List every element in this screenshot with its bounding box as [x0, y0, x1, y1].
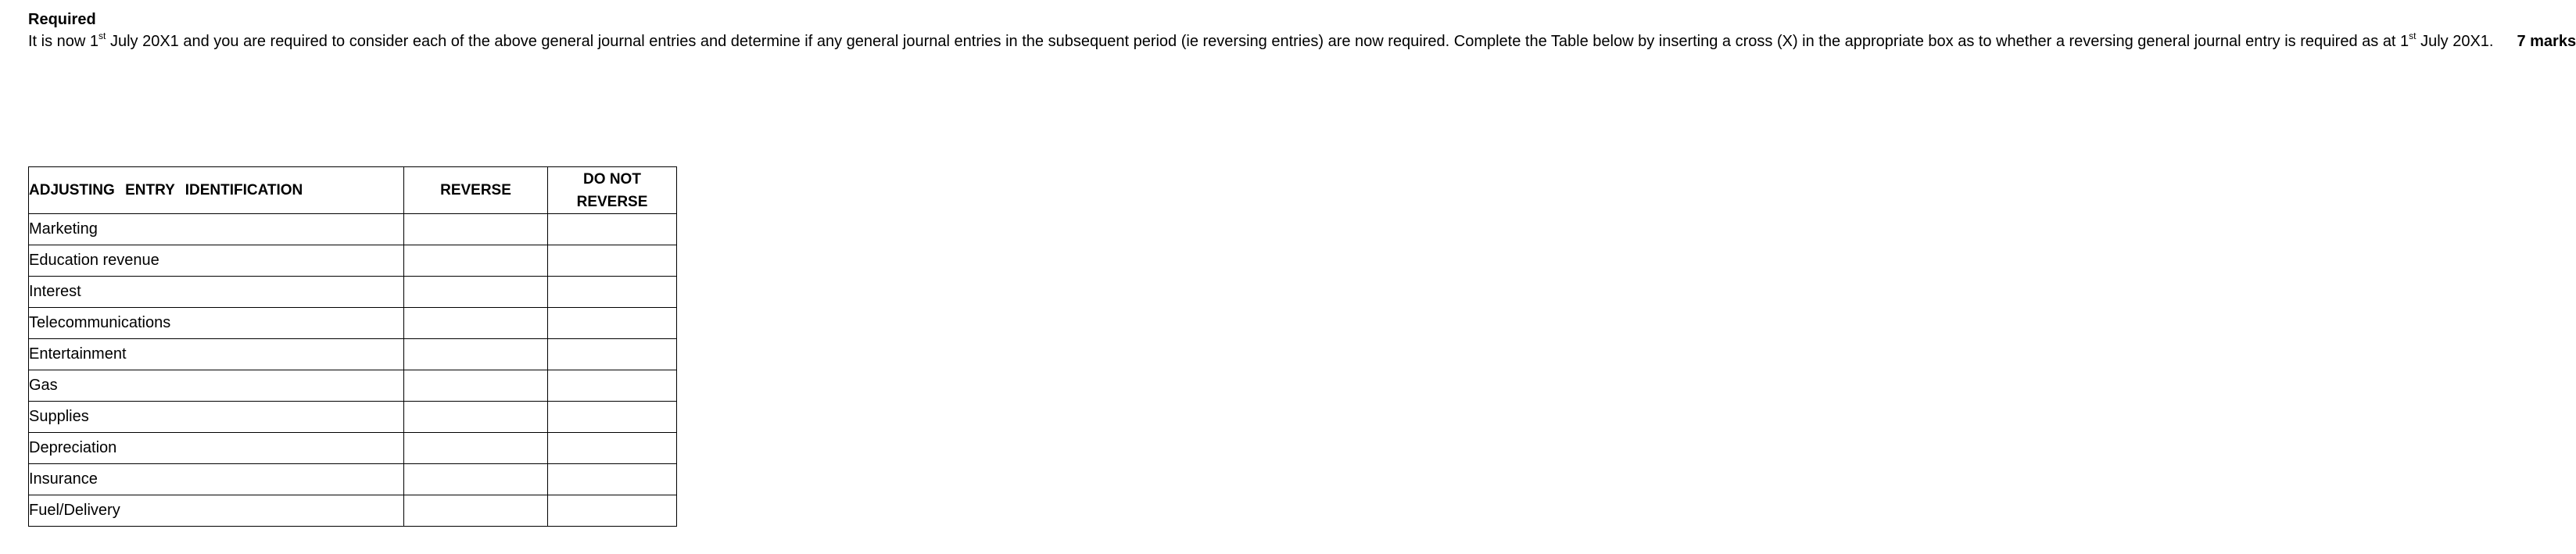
reverse-cell[interactable]	[404, 308, 548, 339]
table-row	[29, 495, 677, 527]
column-header-reverse: REVERSE	[404, 167, 548, 214]
entry-name-cell: Depreciation	[29, 433, 404, 464]
reverse-cell[interactable]	[404, 495, 548, 527]
reverse-cell[interactable]	[404, 214, 548, 245]
ordinal-suffix: st	[99, 30, 106, 42]
entry-name-cell: Supplies	[29, 402, 404, 433]
do-not-reverse-cell[interactable]	[548, 308, 677, 339]
do-not-reverse-cell[interactable]	[548, 495, 677, 527]
do-not-reverse-cell[interactable]	[548, 245, 677, 277]
entry-name-cell: Gas	[29, 370, 404, 402]
entry-name-cell: Education revenue	[29, 245, 404, 277]
ordinal-suffix: st	[2409, 30, 2417, 42]
table-body	[29, 214, 677, 527]
reverse-cell[interactable]	[404, 402, 548, 433]
reverse-cell[interactable]	[404, 245, 548, 277]
entry-name-cell: Interest	[29, 277, 404, 308]
do-not-reverse-cell[interactable]	[548, 277, 677, 308]
column-header-do-not-reverse	[548, 167, 677, 214]
table-row	[29, 308, 677, 339]
do-not-reverse-cell[interactable]	[548, 370, 677, 402]
marks-label: 7 marks	[2517, 33, 2576, 50]
table-row	[29, 277, 677, 308]
column-header-identification: ADJUSTING ENTRY IDENTIFICATION	[29, 167, 404, 214]
column-header-do-not-reverse-line1: DO NOT	[583, 170, 641, 188]
table-row	[29, 339, 677, 370]
instructions-text-start: It is now 1	[28, 33, 99, 50]
entry-name-cell: Fuel/Delivery	[29, 495, 404, 527]
instructions-paragraph	[28, 30, 2576, 53]
reverse-cell[interactable]	[404, 370, 548, 402]
instructions-text-middle: July 20X1 and you are required to consider each of the above general journal entries and determine if any general journal entries in the subsequent period (ie reversing entries) are now required. Complete the Table below by inserting a cross (X) in the appropriate box as to whether a reversing general journal entry is required as at 1	[106, 33, 2409, 50]
reverse-cell[interactable]	[404, 433, 548, 464]
table-row	[29, 433, 677, 464]
entry-name-cell: Insurance	[29, 464, 404, 495]
entry-name-cell: Entertainment	[29, 339, 404, 370]
column-header-do-not-reverse-line2: REVERSE	[576, 193, 648, 210]
table-row	[29, 245, 677, 277]
reverse-cell[interactable]	[404, 339, 548, 370]
do-not-reverse-cell[interactable]	[548, 464, 677, 495]
reverse-cell[interactable]	[404, 277, 548, 308]
instructions-text-end: July 20X1.	[2416, 33, 2494, 50]
do-not-reverse-cell[interactable]	[548, 214, 677, 245]
question-heading: Required	[28, 11, 96, 28]
entry-name-cell: Telecommunications	[29, 308, 404, 339]
table-header-row	[29, 167, 677, 214]
table-row	[29, 464, 677, 495]
do-not-reverse-cell[interactable]	[548, 402, 677, 433]
table-row	[29, 402, 677, 433]
entry-name-cell: Marketing	[29, 214, 404, 245]
reverse-cell[interactable]	[404, 464, 548, 495]
table-row	[29, 370, 677, 402]
table-row	[29, 214, 677, 245]
do-not-reverse-cell[interactable]	[548, 433, 677, 464]
reversing-entries-table	[28, 166, 677, 527]
do-not-reverse-cell[interactable]	[548, 339, 677, 370]
